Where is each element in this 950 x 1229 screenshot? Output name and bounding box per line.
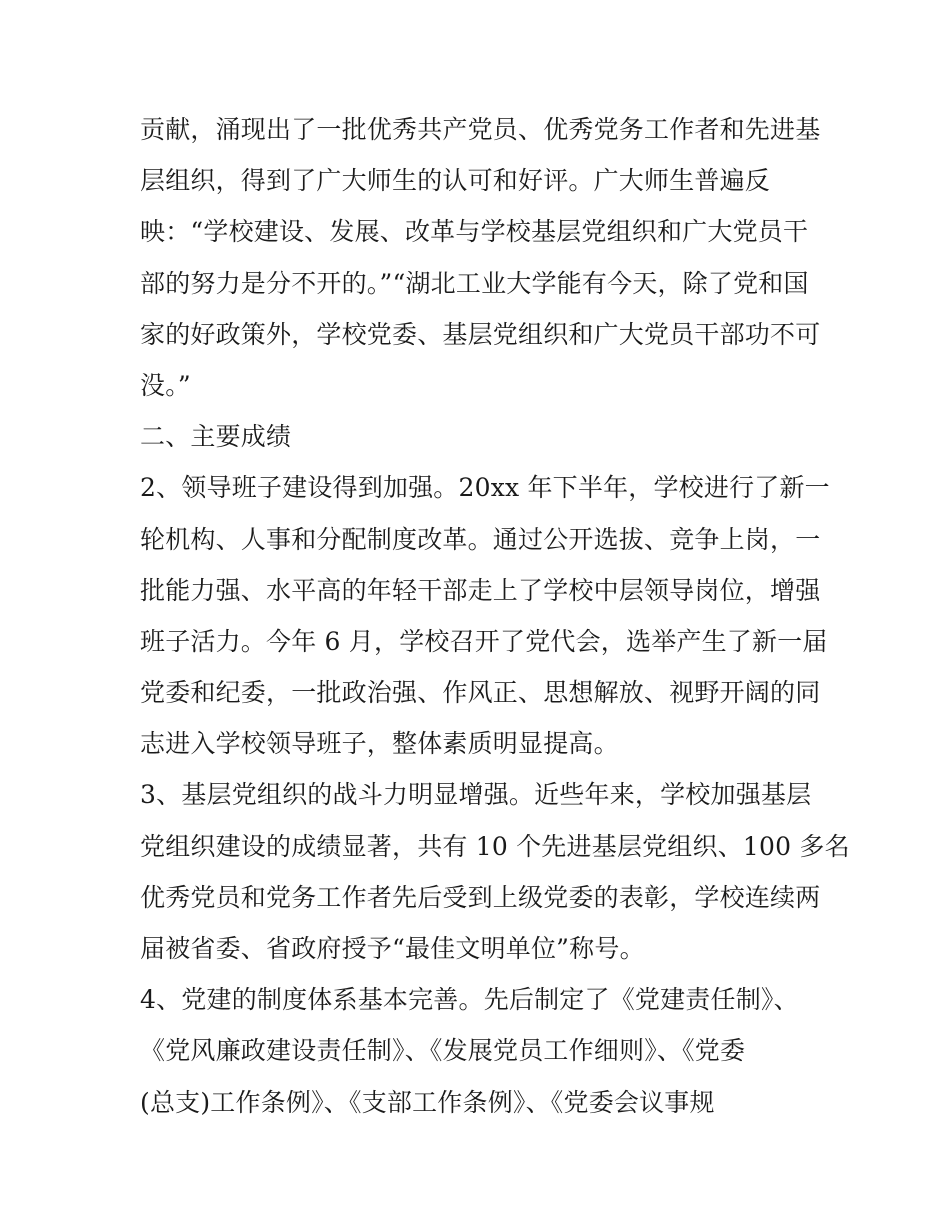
text-line: (总支)工作条例》、《支部工作条例》、《党委会议事规 — [140, 1087, 715, 1117]
text-line: 党委和纪委，一批政治强、作风正、思想解放、视野开阔的同 — [140, 678, 821, 708]
document-body — [140, 104, 850, 1128]
text-line: 党组织建设的成绩显著，共有 10 个先进基层党组织、100 多名 — [140, 831, 850, 861]
text-line: 4、党建的制度体系基本完善。先后制定了《党建责任制》、 — [140, 985, 799, 1015]
text-line: 层组织，得到了广大师生的认可和好评。广大师生普遍反 — [140, 166, 771, 196]
text-line: 2、领导班子建设得到加强。20xx 年下半年，学校进行了新一 — [140, 473, 830, 503]
text-line: 优秀党员和党务工作者先后受到上级党委的表彰，学校连续两 — [140, 882, 821, 912]
text-line: 映：“学校建设、发展、改革与学校基层党组织和广大党员干 — [140, 217, 809, 247]
text-line: 家的好政策外，学校党委、基层党组织和广大党员干部功不可 — [140, 319, 821, 349]
section-heading: 二、主要成绩 — [140, 422, 292, 452]
text-line: 没。” — [140, 370, 191, 400]
text-line: 届被省委、省政府授予“最佳文明单位”称号。 — [140, 934, 645, 963]
text-line: 轮机构、人事和分配制度改革。通过公开选拔、竞争上岗，一 — [140, 524, 821, 554]
text-line: 批能力强、水平高的年轻干部走上了学校中层领导岗位，增强 — [140, 575, 821, 605]
text-line: 3、基层党组织的战斗力明显增强。近些年来，学校加强基层 — [140, 780, 812, 810]
text-line: 班子活力。今年 6 月，学校召开了党代会，选举产生了新一届 — [140, 626, 828, 656]
text-line: 志进入学校领导班子，整体素质明显提高。 — [140, 729, 619, 759]
text-line: 《党风廉政建设责任制》、《发展党员工作细则》、《党委 — [140, 1036, 746, 1066]
text-line: 部的努力是分不开的。”“湖北工业大学能有今天，除了党和国 — [140, 268, 809, 298]
text-line: 贡献，涌现出了一批优秀共产党员、优秀党务工作者和先进基 — [140, 115, 821, 144]
